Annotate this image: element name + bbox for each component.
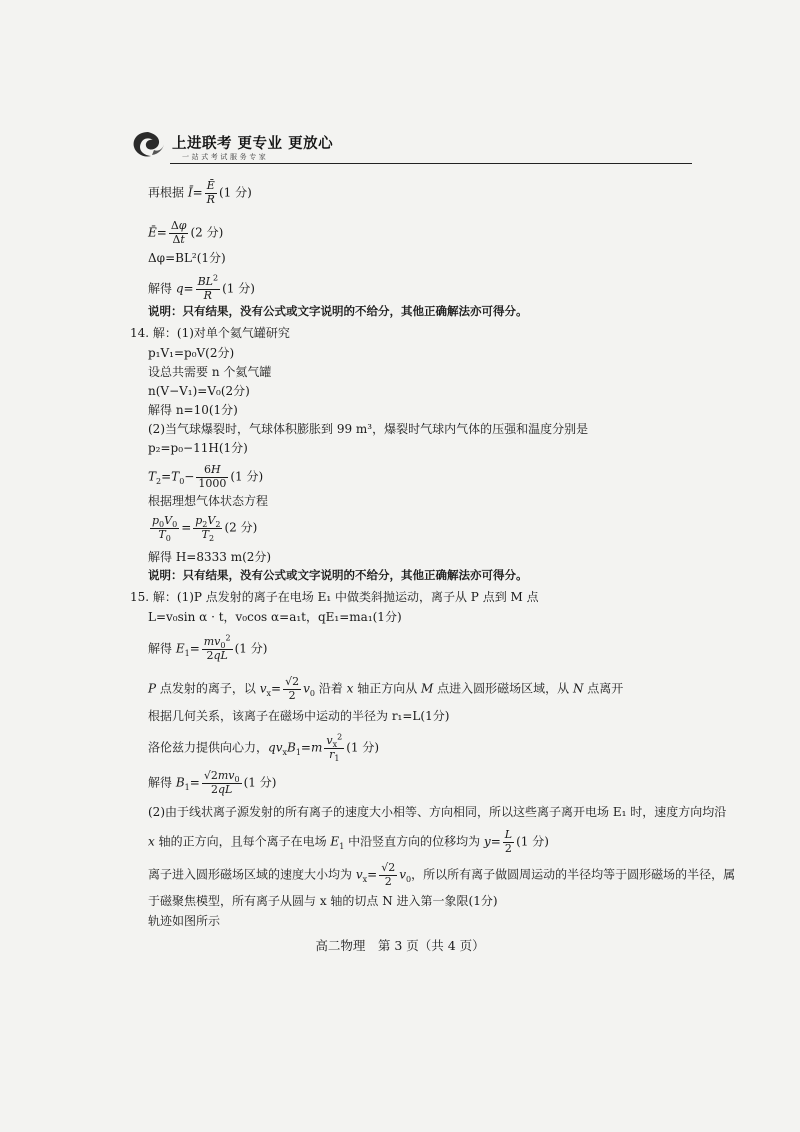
header-divider <box>170 163 692 164</box>
solution-line: 解得 $E_1=$ $\frac{mv_0^2}{2qL}$ (1 分) <box>148 633 268 662</box>
brand-name: 上进联考 更专业 更放心 <box>172 136 334 152</box>
solution-line: $T_2=T_0-$ $\frac{6H}{1000}$ (1 分) <box>148 463 264 490</box>
page-footer: 高二物理 第 3 页（共 4 页） <box>315 938 485 953</box>
solution-line: L=v₀sin α · t，v₀cos α=a₁t，qE₁=ma₁(1分) <box>148 610 402 624</box>
solution-line: 解得 H=8333 m(2分) <box>148 550 272 564</box>
solution-line: P 点发射的离子，以 $v_x=$ $\frac{√2}{2}$ $v_0$ 沿着 x 轴正方向从 M 点进入圆形磁场区域，从 N 点离开 <box>148 675 624 702</box>
solution-line: Δφ=BL²(1分) <box>148 251 226 265</box>
grading-note: 说明：只有结果，没有公式或文字说明的不给分，其他正确解法亦可得分。 <box>148 568 528 582</box>
solution-line: 于磁聚焦模型，所有离子从圆与 x 轴的切点 N 进入第一象限(1分) <box>148 894 498 908</box>
question-heading: 15. 解：(1)P 点发射的离子在电场 E₁ 中做类斜抛运动，离子从 P 点到 M 点 <box>130 590 539 604</box>
swirl-logo-icon <box>130 130 166 160</box>
solution-line: Ē= $\frac{\Delta\varphi}{\Delta t}$ (2 分) <box>148 219 224 246</box>
solution-line: (2)当气球爆裂时，气球体积膨胀到 99 m³，爆裂时气球内气体的压强和温度分别是 <box>148 422 589 436</box>
brand-tagline: 一站式考试服务专家 <box>182 153 269 161</box>
solution-line: 离子进入圆形磁场区域的速度大小均为 $v_x=$ $\frac{√2}{2}$ $v_0$，所以所有离子做圆周运动的半径均等于圆形磁场的半径，属 <box>148 861 736 888</box>
solution-line: 洛伦兹力提供向心力，$qv_xB_1=m$ $\frac{v_x^2}{r_1}$ (1 分) <box>148 732 380 763</box>
solution-line: $\frac{p_0V_0}{T_0}$ = $\frac{p_2V_2}{T_2}$ (2 分) <box>152 514 258 543</box>
solution-line: x 轴的正方向，且每个离子在电场 $E_1$ 中沿竖直方向的位移均为 y= $\frac{L}{2}$ (1 分) <box>148 828 549 855</box>
solution-line: (2)由于线状离子源发射的所有离子的速度大小相等、方向相同，所以这些离子离开电场 E₁ 时，速度方向均沿 <box>148 805 727 819</box>
solution-line: n(V−V₁)=V₀(2分) <box>148 384 250 398</box>
grading-note: 说明：只有结果，没有公式或文字说明的不给分，其他正确解法亦可得分。 <box>148 304 528 318</box>
solution-line: 轨迹如图所示 <box>148 914 221 928</box>
solution-line: p₂=p₀−11H(1分) <box>148 441 248 455</box>
solution-line: 解得 $B_1=$ $\frac{√2mv_0}{2qL}$ (1 分) <box>148 769 277 796</box>
solution-line: 再根据 Ī= $\frac{Ē}{R}$ (1 分) <box>148 179 252 206</box>
solution-line: 根据理想气体状态方程 <box>148 494 269 508</box>
question-heading: 14. 解：(1)对单个氦气罐研究 <box>130 326 290 340</box>
solution-line: 解得 n=10(1分) <box>148 403 238 417</box>
solution-line: 解得 q= $\frac{BL^2}{R}$ (1 分) <box>148 273 255 302</box>
solution-line: 设总共需要 n 个氦气罐 <box>148 365 272 379</box>
page-header <box>130 128 690 168</box>
solution-line: 根据几何关系，该离子在磁场中运动的半径为 r₁=L(1分) <box>148 709 450 723</box>
solution-line: p₁V₁=p₀V(2分) <box>148 346 235 360</box>
